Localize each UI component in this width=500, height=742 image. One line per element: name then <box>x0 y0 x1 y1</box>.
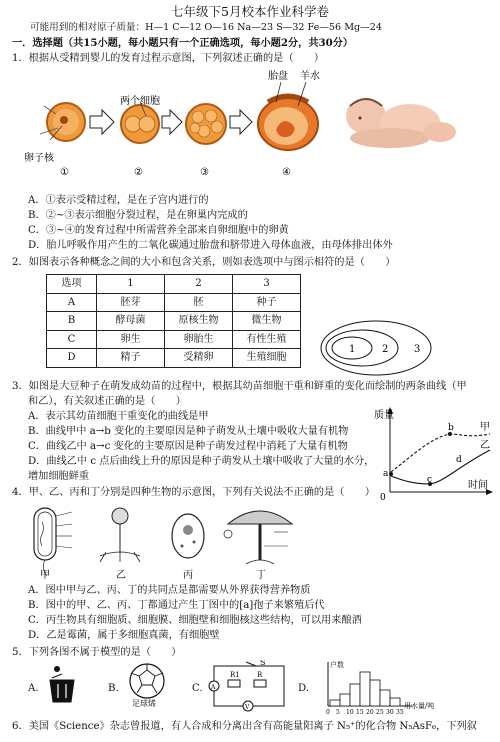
table-cell: 卵生 <box>97 330 165 349</box>
q1-development-figure <box>20 68 500 180</box>
label-jia: 甲 <box>480 422 490 433</box>
table-cell: 微生物 <box>233 312 301 331</box>
circle-label-1: 1 <box>349 344 356 355</box>
hist-bar <box>360 672 370 706</box>
table-cell: 酵母菌 <box>97 312 165 331</box>
table-cell: 生殖细胞 <box>233 349 301 368</box>
hist-tick-label: 15 <box>356 709 364 716</box>
label-yi: 乙 <box>480 440 490 451</box>
hist-tick-label: 25 <box>376 709 384 716</box>
circuit-switch-label: S <box>260 660 266 667</box>
table-cell: B <box>47 312 97 331</box>
point-d: d <box>456 455 462 465</box>
table-cell: 原核生物 <box>165 312 233 331</box>
hist-tick-label: 0 <box>326 709 330 716</box>
hist-bar <box>340 694 350 706</box>
section-heading: 一．选择题（共15小题，每小题只有一个正确选项，每小题2分，共30分） <box>12 37 354 49</box>
q3-stem-1: 3．如图是大豆种子在萌发成幼苗的过程中，根据其幼苗细胞干重和鲜重的变化而绘制的两条曲线（甲 <box>12 381 467 392</box>
label-organism-jia: 甲 <box>40 570 50 581</box>
q5-option-d: D. <box>298 683 310 694</box>
hist-tick-label: 20 <box>366 709 374 716</box>
hist-tick-label: 5 <box>336 709 340 716</box>
curve-jia <box>391 434 490 472</box>
point-c: c <box>427 475 433 485</box>
hist-tick-label: 30 <box>386 709 394 716</box>
hist-bar <box>370 680 380 706</box>
table-cell: 2 <box>165 275 233 294</box>
hist-ylabel: 户数 <box>330 661 344 669</box>
atomic-masses: 可能用到的相对原子质量：H—1 C—12 O—16 Na—23 S—32 Fe—56 Mg—24 <box>30 22 382 33</box>
point-a: a <box>383 469 389 479</box>
organism-bing <box>172 514 204 558</box>
q2-options-table <box>46 274 301 368</box>
table-cell: 卵胎生 <box>165 330 233 349</box>
table-cell: A <box>47 293 97 312</box>
q4-option-a: A．图中甲与乙、丙、丁的共同点是都需要从外界获得营养物质 <box>28 585 311 596</box>
q1-option-d: D．胎儿呼吸作用产生的二氧化碳通过胎盘和脐带进入母体血液，由母体排出体外 <box>28 240 393 251</box>
q3-option-c: C．曲线乙中 a→c 变化的主要原因是种子萌发过程中消耗了大量有机物 <box>28 441 348 452</box>
egg-stage-3 <box>186 104 226 144</box>
q5-option-c: C. <box>192 683 203 694</box>
q3-option-d: D．曲线乙中 c 点后曲线上升的原因是种子萌发从土壤中吸收了大量的水分， <box>28 456 375 467</box>
q1-option-c: C．③~④的发育过程中所需营养全部来自卵细胞中的卵黄 <box>28 225 289 236</box>
hist-bar <box>380 690 390 706</box>
hist-tick-label: 35 <box>396 709 404 716</box>
q5-option-b: B. <box>108 683 119 694</box>
q2-nested-circles <box>318 318 438 380</box>
curve-yi <box>391 450 490 484</box>
point-b: b <box>448 423 454 433</box>
egg-stage-1 <box>40 103 85 141</box>
organism-yi <box>100 508 140 562</box>
circuit-r1-label: R1 <box>230 671 240 679</box>
table-cell: 种子 <box>233 293 301 312</box>
table-cell: 受精卵 <box>165 349 233 368</box>
q3-option-d-cont: 增加细胞鲜重 <box>28 471 90 482</box>
circuit-r-label: R <box>257 671 263 679</box>
embryo-stage-4 <box>258 82 318 150</box>
q4-option-b: B．图中的甲、乙、丙、丁都通过产生丁图中的[a]孢子来繁殖后代 <box>28 600 325 611</box>
circle-label-2: 2 <box>382 344 389 355</box>
table-row <box>47 293 301 312</box>
q4-option-c: C．丙生物具有细胞质、细胞膜、细胞壁和细胞核这些结构，可以用来酿酒 <box>28 615 362 626</box>
label-organism-yi: 乙 <box>116 570 126 581</box>
q3-option-a: A．表示其幼苗细胞干重变化的曲线是甲 <box>28 411 209 422</box>
q2-stem: 2．如图表示各种概念之间的大小和包含关系，则如表选项中与图示相符的是（ ） <box>12 257 396 268</box>
table-row <box>47 349 301 368</box>
q5-stem: 5．下列各图不属于模型的是（ ） <box>12 647 182 658</box>
table-cell: 胚芽 <box>97 293 165 312</box>
arrow-3 <box>230 110 252 134</box>
table-cell: 1 <box>97 275 165 294</box>
step-3: ③ <box>200 167 209 178</box>
circuit-voltmeter-label: V <box>245 704 250 711</box>
arrow-1 <box>90 110 114 134</box>
q1-stem: 1．根据从受精到婴儿的发育过程示意图，下列叙述正确的是（ ） <box>12 53 325 64</box>
egg-stage-2 <box>121 102 159 143</box>
organism-jia <box>34 508 72 576</box>
step-4: ④ <box>282 167 291 178</box>
table-row <box>47 275 301 294</box>
table-cell: C <box>47 330 97 349</box>
table-cell: 胚 <box>165 293 233 312</box>
step-1: ① <box>60 167 69 178</box>
q3-option-b: B．曲线甲中 a→b 变化的主要原因是种子萌发从土壤中吸收大量有机物 <box>28 426 349 437</box>
label-organism-bing: 丙 <box>183 570 193 581</box>
table-cell: 选项 <box>47 275 97 294</box>
hist-xlabel: 用水量/吨 <box>404 702 435 710</box>
chart-ylabel: 质量 <box>374 410 394 421</box>
label-two-cells: 两个细胞 <box>120 96 160 107</box>
label-organism-ding: 丁 <box>256 570 266 581</box>
circle-label-3: 3 <box>414 344 421 355</box>
arrow-2 <box>162 110 182 134</box>
trash-can-icon <box>48 664 78 704</box>
hist-bar <box>350 684 360 706</box>
organism-ding <box>224 511 292 564</box>
fullerene-label: 足球烯 <box>132 699 156 708</box>
q4-organisms-figure <box>20 502 320 582</box>
table-cell: 有性生殖 <box>233 330 301 349</box>
q4-option-d: D．乙是霉菌，属于多细胞真菌，有细胞壁 <box>28 630 220 641</box>
table-cell: D <box>47 349 97 368</box>
q6-stem: 6．美国《Science》杂志曾报道，有人合成和分离出含有高能量阳离子 N₅⁺的化合物 N₅AsF₆，下列叙 <box>12 721 477 732</box>
table-cell: 3 <box>233 275 301 294</box>
hist-tick-label: 10 <box>346 709 354 716</box>
label-placenta: 胎盘 <box>268 71 288 82</box>
hist-bar <box>330 700 340 706</box>
fullerene-ball-icon <box>126 662 168 708</box>
q4-stem: 4．甲、乙、丙和丁分别是四种生物的示意图，下列有关说法不正确的是（ ） <box>12 487 376 498</box>
table-cell: 精子 <box>97 349 165 368</box>
q3-mass-chart <box>372 404 496 500</box>
circuit-diagram <box>208 660 290 712</box>
chart-xlabel: 时间 <box>468 480 488 491</box>
chart-origin: 0 <box>380 493 386 500</box>
page-title: 七年级下5月校本作业科学卷 <box>171 4 329 19</box>
q1-option-a: A．①表示受精过程，是在子宫内进行的 <box>28 195 209 206</box>
q3-stem-2: 和乙），有关叙述正确的是（ ） <box>28 396 186 407</box>
label-amnion: 羊水 <box>300 71 320 82</box>
circuit-ammeter-label: A <box>211 684 216 691</box>
step-2: ② <box>134 167 143 178</box>
q5-option-a: A. <box>28 683 39 694</box>
table-row <box>47 330 301 349</box>
hist-bar <box>390 698 400 706</box>
baby-image <box>346 98 456 148</box>
label-egg-nucleus: 卵子核 <box>24 153 54 164</box>
table-row <box>47 312 301 331</box>
q1-option-b: B．②~③表示细胞分裂过程，是在卵巢内完成的 <box>28 210 248 221</box>
q5-histogram <box>316 658 446 716</box>
